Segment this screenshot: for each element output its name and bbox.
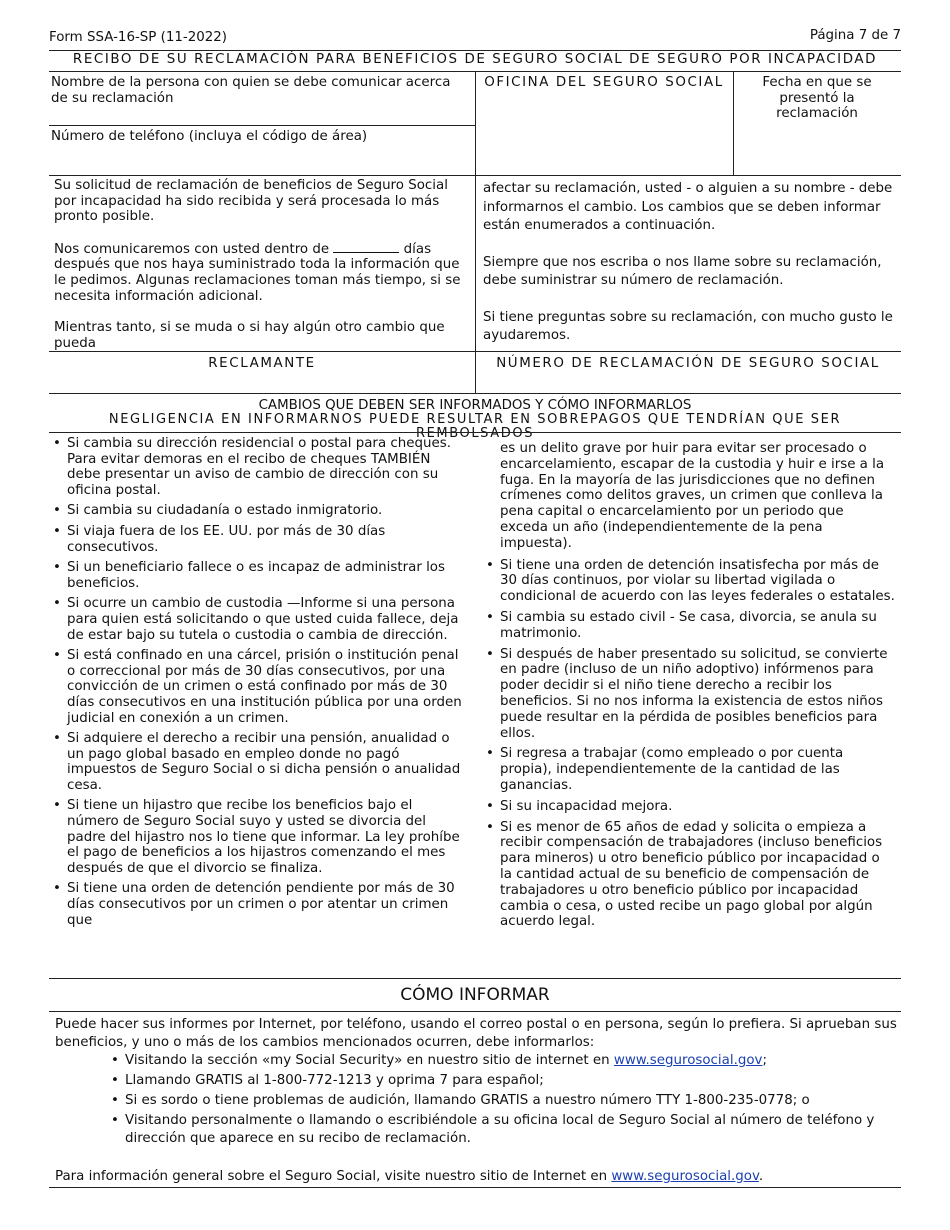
receipt-text: días después que nos haya suministrado toda la información que le pedimos. Algunas reclamaciones toman más tiempo, si se necesita información adicional. <box>54 241 461 304</box>
list-item: • Visitando personalmente o llamando o escribiéndole a su oficina local de Seguro Social al número de teléfono y dirección que aparece en su recibo de reclamación. <box>109 1112 897 1148</box>
report-methods-list <box>109 1052 897 1148</box>
receipt-title: RECIBO DE SU RECLAMACIÓN PARA BENEFICIOS DE SEGURO SOCIAL DE SEGURO POR INCAPACIDAD <box>72 52 878 67</box>
footer-text <box>55 1168 897 1186</box>
divider <box>733 71 734 175</box>
receipt-paragraph: Mientras tanto, si se muda o si hay algún otro cambio que pueda <box>54 320 445 351</box>
rule <box>49 351 901 352</box>
list-item: • Si es sordo o tiene problemas de audición, llamando GRATIS a nuestro número TTY 1-800-235-0778; o <box>109 1092 897 1110</box>
rule <box>49 393 901 394</box>
rule <box>49 978 901 979</box>
footer-sentence: Para información general sobre el Seguro Social, visite nuestro sitio de Internet en <box>55 1169 612 1184</box>
list-item: • Si tiene un hijastro que recibe los beneficios bajo el número de Seguro Social suyo y usted se divorcia del padre del hijastro nos lo tiene que informar. La ley prohíbe el pago de beneficios a los hijastros comenzando el mes después de que el divorcio se finaliza. <box>50 798 466 876</box>
changes-right-column <box>483 441 895 935</box>
rule <box>49 50 901 51</box>
contact-name-field[interactable]: Nombre de la persona con quien se debe comunicar acerca de su reclamación <box>51 75 451 106</box>
how-to-report-intro: Puede hacer sus informes por Internet, por teléfono, usando el correo postal o en persona, según lo prefiera. Si aprueban sus beneficios, y uno o más de los cambios mencionados ocurren, debe informarlos: <box>55 1017 897 1050</box>
list-item: • Si su incapacidad mejora. <box>483 799 895 815</box>
list-item: • Si cambia su estado civil - Se casa, divorcia, se anula su matrimonio. <box>483 610 895 642</box>
list-item: • Si cambia su dirección residencial o postal para cheques. Para evitar demoras en el recibo de cheques TAMBIÉN debe presentar un aviso de cambio de dirección con su oficina postal. <box>50 436 466 498</box>
changes-subtitle: NEGLIGENCIA EN INFORMARNOS PUEDE RESULTAR EN SOBREPAGOS QUE TENDRÍAN QUE SER REMBOLSADOS <box>108 412 842 441</box>
list-item-text: Visitando la sección «my Social Security» en nuestro sitio de internet en <box>125 1053 614 1068</box>
receipt-text: Nos comunicaremos con usted dentro de <box>54 241 330 257</box>
changes-left-column <box>50 436 466 933</box>
list-item: • Si un beneficiario fallece o es incapaz de administrar los beneficios. <box>50 560 466 591</box>
list-item: • Si viaja fuera de los EE. UU. por más de 30 días consecutivos. <box>50 524 466 555</box>
page-number: Página 7 de 7 <box>809 28 901 43</box>
rule <box>49 432 901 433</box>
list-item: • Si tiene una orden de detención insatisfecha por más de 30 días continuos, por violar su libertad vigilada o condicional de acuerdo con las leyes federales o estatales. <box>483 558 895 605</box>
list-item <box>109 1052 897 1070</box>
changes-title: CAMBIOS QUE DEBEN SER INFORMADOS Y CÓMO INFORMARLOS <box>258 398 692 413</box>
days-blank <box>333 241 399 253</box>
rule <box>49 125 475 126</box>
receipt-paragraph: Su solicitud de reclamación de beneficios de Seguro Social por incapacidad ha sido recibida y será procesada lo más pronto posible. <box>54 178 448 225</box>
list-item-continuation: es un delito grave por huir para evitar ser procesado o encarcelamiento, escapar de la custodia y huir e irse a la fuga. En la mayoría de las jurisdicciones que no definen crímenes como delitos graves, un crimen que conlleva la pena capital o encarcelamiento por un periodo que exceda un año (independientemente de la pena impuesta). <box>500 441 885 551</box>
changes-header <box>49 399 901 441</box>
list-item: • Si tiene una orden de detención pendiente por más de 30 días consecutivos por un crimen o por atentar un crimen que <box>50 881 466 928</box>
receipt-paragraph: Siempre que nos escriba o nos llame sobre su reclamación, debe suministrar su número de reclamación. <box>483 254 882 288</box>
how-to-report-title: CÓMO INFORMAR <box>400 985 550 1005</box>
rule <box>49 1187 901 1188</box>
changes-list <box>50 436 466 928</box>
list-item: • Si después de haber presentado su solicitud, se convierte en padre (incluso de un niño adoptivo) infórmenos para poder decidir si el niño tiene derecho a recibir los beneficios. Si no nos informa la existencia de estos niños puede resultar en la pérdida de posibles beneficios para ellos. <box>483 647 895 742</box>
claimant-field[interactable]: RECLAMANTE <box>208 356 316 371</box>
how-to-report-body <box>55 1016 897 1186</box>
date-filed-field[interactable]: Fecha en que se presentó la reclamación <box>762 75 872 122</box>
list-item: • Si cambia su ciudadanía o estado inmigratorio. <box>50 503 466 519</box>
receipt-paragraph <box>54 241 472 304</box>
list-item: • Llamando GRATIS al 1-800-772-1213 y oprima 7 para español; <box>109 1072 897 1090</box>
rule <box>49 1011 901 1012</box>
punctuation: . <box>758 1169 764 1184</box>
receipt-left-text <box>54 178 472 351</box>
list-item: • Si es menor de 65 años de edad y solicita o empieza a recibir compensación de trabajadores (incluso beneficios para mineros) u otro beneficio público por incapacidad o la cantidad actual de su beneficio de compensación de trabajadores u otro beneficio público por incapacidad cambia o cesa, o usted recibe un pago global por algún acuerdo legal. <box>483 820 895 931</box>
list-item: • Si adquiere el derecho a recibir una pensión, anualidad o un pago global basado en empleo donde no pagó impuestos de Seguro Social o si dicha pensión o anualidad cesa. <box>50 731 466 793</box>
list-item: • Si ocurre un cambio de custodia —Informe si una persona para quien está solicitando o que usted cuida fallece, deja de estar bajo su tutela o custodia o cambia de dirección. <box>50 596 466 643</box>
website-link[interactable]: www.segurosocial.gov <box>613 1053 763 1068</box>
form-number: Form SSA-16-SP (11-2022) <box>49 30 228 45</box>
website-link[interactable]: www.segurosocial.gov <box>611 1169 759 1184</box>
receipt-paragraph: Si tiene preguntas sobre su reclamación, con mucho gusto le ayudaremos. <box>483 309 893 343</box>
list-item: • Si regresa a trabajar (como empleado o por cuenta propia), independientemente de la cantidad de las ganancias. <box>483 746 895 793</box>
claim-number-field[interactable]: NÚMERO DE RECLAMACIÓN DE SEGURO SOCIAL <box>496 356 880 371</box>
phone-field[interactable]: Número de teléfono (incluya el código de área) <box>51 129 368 144</box>
receipt-right-text <box>483 180 897 346</box>
office-field[interactable]: OFICINA DEL SEGURO SOCIAL <box>484 75 724 90</box>
divider <box>475 71 476 175</box>
receipt-paragraph: afectar su reclamación, usted - o alguien a su nombre - debe informarnos el cambio. Los cambios que se deben informar están enumerados a continuación. <box>483 181 893 233</box>
punctuation: ; <box>762 1053 767 1068</box>
list-item: • Si está confinado en una cárcel, prisión o institución penal o correccional por más de 30 días consecutivos, por una convicción de un crimen o está confinado por más de 30 días consecutivos en una institución pública por una orden judicial en conexión a un crimen. <box>50 648 466 726</box>
changes-list <box>483 558 895 931</box>
